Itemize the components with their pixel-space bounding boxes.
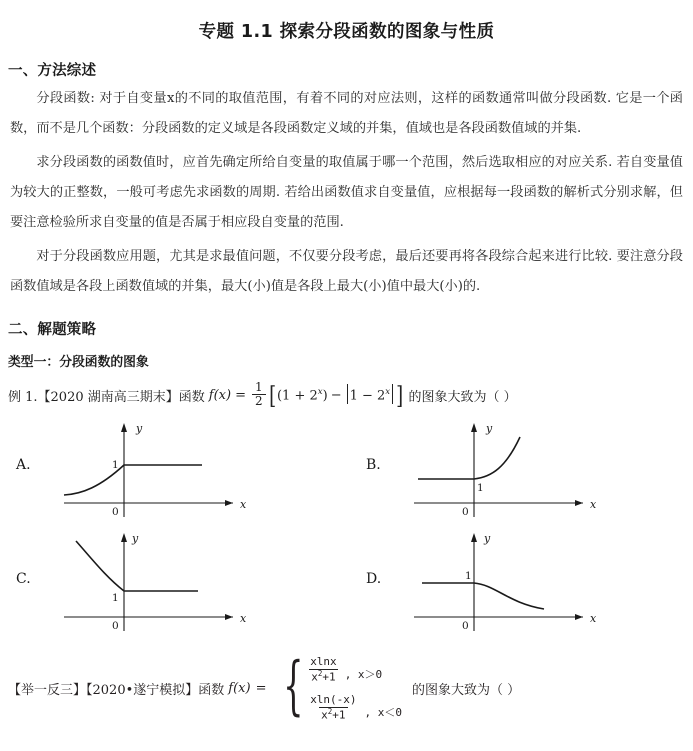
practice-branch-negative-den-base: x xyxy=(321,708,328,722)
example-1-coefficient-denominator: 2 xyxy=(252,394,266,408)
example-1-fn-name: f xyxy=(208,387,214,403)
example-1-term-1 xyxy=(277,387,328,403)
option-a-x-axis-label: x xyxy=(240,497,247,511)
example-1-minus: − xyxy=(330,387,342,403)
option-d-y-axis-label: y xyxy=(484,531,491,545)
subheading-type-one: 类型一：分段函数的图象 xyxy=(8,355,149,370)
practice-problem-statement xyxy=(8,649,693,729)
section-heading-methods: 一、方法综述 xyxy=(8,63,97,79)
practice-branch-positive-condition: , x＞0 xyxy=(344,667,383,681)
practice-branch-positive-den-tail: +1 xyxy=(322,670,336,684)
option-a-label: A. xyxy=(16,456,31,473)
example-1-term-2-base: 1 − 2 xyxy=(349,388,386,404)
abs-bar-left-icon xyxy=(347,384,348,404)
example-1-term-1-exponent: x xyxy=(317,387,323,398)
option-d-origin: 0 xyxy=(462,619,469,632)
practice-piecewise-rows xyxy=(308,656,402,722)
example-1-term-1-close: ) xyxy=(322,388,328,404)
practice-branch-negative-numerator: xln(-x) xyxy=(310,692,357,706)
example-1-term-1-base: (1 + 2 xyxy=(276,388,318,404)
example-1-suffix: 的图象大致为（ ） xyxy=(408,389,517,405)
practice-branch-positive xyxy=(308,656,402,684)
practice-equals: = xyxy=(255,681,267,697)
option-b-graph xyxy=(408,415,628,527)
example-1-prefix: 例 1.【2020 湖南高三期末】函数 xyxy=(8,389,205,405)
practice-branch-negative-condition: , x＜0 xyxy=(364,705,403,719)
option-c-tick-1: 1 xyxy=(112,591,119,604)
practice-branch-negative-den-tail: +1 xyxy=(332,708,346,722)
paragraph-definition: 分段函数: 对于自变量x的不同的取值范围，有着不同的对应法则，这样的函数通常叫做分段函数. 它是一个函数，而不是几个函数：分段函数的定义域是各段函数定义域的并集，值域也是各段函数值域的并集. xyxy=(10,91,683,136)
option-c-x-axis-label: x xyxy=(240,611,247,625)
option-a-graph xyxy=(58,415,278,527)
example-1-bracket-open: [ xyxy=(268,381,276,410)
document-page xyxy=(0,10,693,751)
option-d-x-axis-label: x xyxy=(590,611,597,625)
example-1-statement xyxy=(8,382,693,409)
option-d[interactable] xyxy=(358,529,688,641)
example-1-term-2-exponent: x xyxy=(385,387,391,398)
practice-prefix: 【举一反三】【2020•遂宁模拟】函数 xyxy=(8,683,225,699)
practice-branch-negative-den-exponent: 2 xyxy=(327,706,333,716)
left-brace-icon: { xyxy=(283,649,305,724)
practice-piecewise xyxy=(273,649,403,724)
options-grid xyxy=(0,415,693,645)
practice-fn-arg: (x) xyxy=(233,681,251,697)
page-title: 专题 1.1 探索分段函数的图象与性质 xyxy=(198,22,495,42)
abs-bar-right-icon xyxy=(392,384,393,404)
option-c-y-axis-label: y xyxy=(132,531,139,545)
practice-branch-negative xyxy=(308,694,402,722)
option-d-label: D. xyxy=(366,570,382,587)
practice-fn-name: f xyxy=(228,681,234,697)
option-a-tick-1: 1 xyxy=(112,458,119,471)
option-c-origin: 0 xyxy=(112,619,119,632)
option-a[interactable] xyxy=(8,415,338,527)
option-d-tick-1: 1 xyxy=(465,569,472,582)
option-b-label: B. xyxy=(366,456,381,473)
practice-branch-positive-den-exponent: 2 xyxy=(317,668,323,678)
example-1-coefficient xyxy=(252,381,266,408)
option-a-y-axis-label: y xyxy=(136,421,143,435)
example-1-coefficient-numerator: 1 xyxy=(254,380,263,394)
practice-branch-positive-numerator: xlnx xyxy=(310,654,337,668)
option-b[interactable] xyxy=(358,415,688,527)
option-b-x-axis-label: x xyxy=(590,497,597,511)
practice-branch-positive-fraction xyxy=(308,656,339,684)
practice-suffix: 的图象大致为（ ） xyxy=(412,683,521,699)
example-1-term-2 xyxy=(350,387,391,403)
example-1-bracket-close: ] xyxy=(396,381,404,410)
practice-branch-negative-denominator xyxy=(319,707,347,722)
option-c-label: C. xyxy=(16,570,31,587)
option-b-tick-1: 1 xyxy=(477,481,484,494)
section-heading-strategy: 二、解题策略 xyxy=(8,322,97,338)
option-c-graph xyxy=(58,529,278,641)
option-a-origin: 0 xyxy=(112,505,119,518)
example-1-fn-arg: (x) xyxy=(213,387,232,403)
option-b-origin: 0 xyxy=(462,505,469,518)
option-d-graph xyxy=(408,529,628,641)
example-1-equals: = xyxy=(235,387,246,403)
option-c[interactable] xyxy=(8,529,338,641)
practice-branch-negative-fraction xyxy=(308,694,358,722)
paragraph-applications: 对于分段函数应用题，尤其是求最值问题，不仅要分段考虑，最后还要再将各段综合起来进行比较. 要注意分段函数值域是各段上函数值域的并集，最大(小)值是各段上最大(小)值中最大(小)的. xyxy=(10,249,683,294)
paragraph-value-computation: 求分段函数的函数值时，应首先确定所给自变量的取值属于哪一个范围，然后选取相应的对应关系. 若自变量值为较大的正整数，一般可考虑先求函数的周期. 若给出函数值求自变量值，应根据每一段函数的解析式分别求解，但要注意检验所求自变量的值是否属于相应段自变量的范围. xyxy=(10,155,683,230)
practice-branch-positive-den-base: x xyxy=(311,670,318,684)
practice-branch-positive-denominator xyxy=(309,669,337,684)
option-b-y-axis-label: y xyxy=(486,421,493,435)
